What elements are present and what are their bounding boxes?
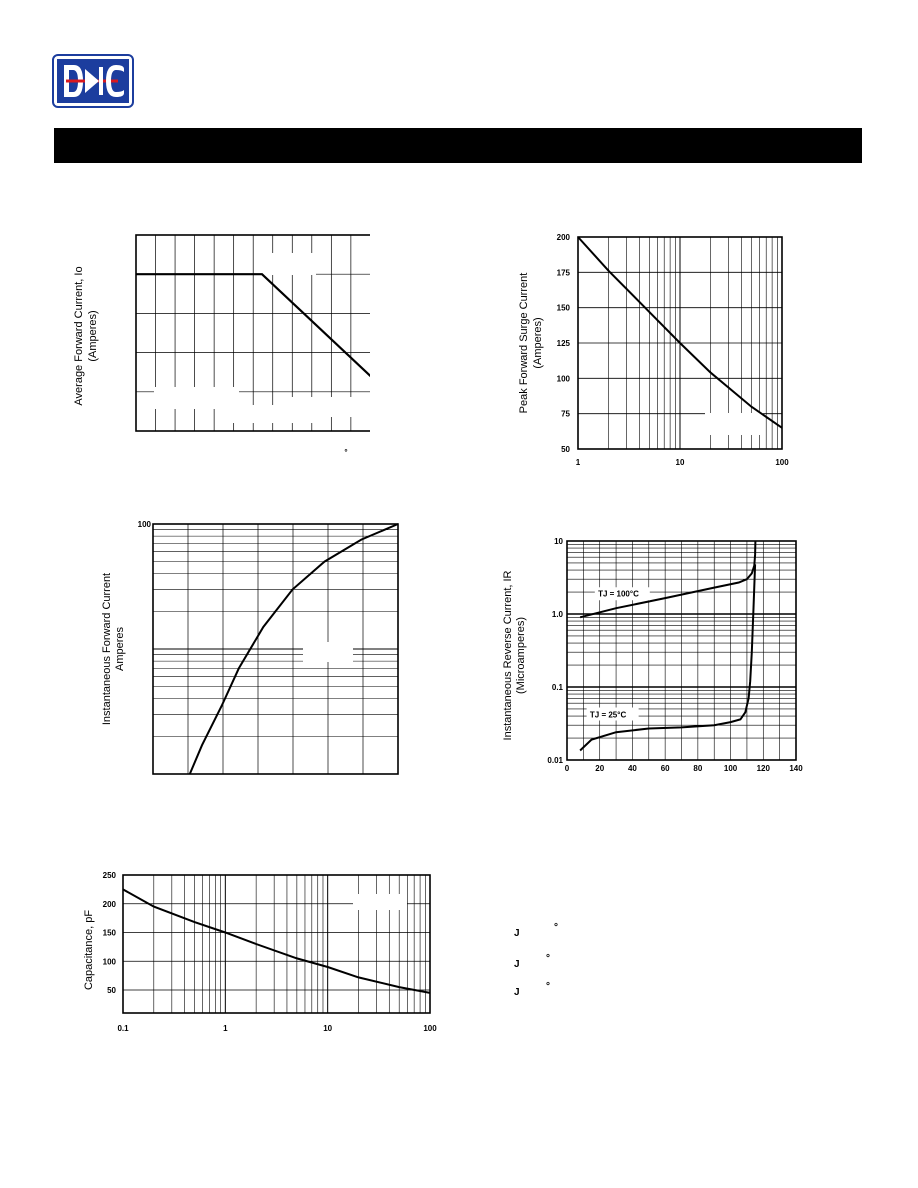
reverse-x-tick: 120 (756, 764, 770, 773)
note-2-degree: ° (546, 953, 550, 964)
reverse-x-tick: 60 (660, 764, 670, 773)
derating-y-axis-label-2: (Amperes) (87, 310, 99, 362)
derating-y-axis-label: Average Forward Current, Io (73, 266, 85, 406)
surge-y-tick: 200 (556, 233, 570, 242)
capacitance-y-axis-label: Capacitance, pF (83, 909, 95, 991)
capacitance-y-tick: 250 (102, 871, 116, 880)
reverse-current-chart (495, 530, 810, 775)
capacitance-chart (70, 865, 440, 1040)
note-2-symbol: J (514, 959, 520, 970)
capacitance-note-box (353, 894, 407, 910)
title-banner (54, 128, 862, 163)
surge-x-tick: 100 (775, 458, 789, 467)
forward-y-axis-label: Instantaneous Forward Current (101, 572, 113, 726)
reverse-x-tick: 0 (564, 764, 570, 773)
surge-y-tick: 75 (561, 409, 570, 419)
surge-y-tick: 175 (556, 268, 570, 278)
forward-y-axis-label-2: Amperes (114, 626, 126, 672)
surge-y-axis-label-2: (Amperes) (532, 317, 544, 369)
reverse-series-label-tj25: TJ = 25°C (589, 710, 627, 720)
forward-y-tick: 100 (137, 520, 151, 529)
note-1 (514, 922, 558, 939)
capacitance-y-tick: 50 (107, 986, 116, 995)
note-1-symbol: J (514, 928, 520, 939)
surge-x-tick: 1 (575, 458, 581, 467)
reverse-y-tick: 10 (554, 537, 563, 546)
capacitance-y-tick: 150 (102, 928, 116, 938)
reverse-y-tick: 1.0 (551, 610, 563, 619)
capacitance-x-tick: 10 (323, 1024, 333, 1033)
note-2 (514, 953, 550, 970)
reverse-x-tick: 80 (693, 764, 703, 773)
note-3-degree: ° (546, 981, 550, 992)
surge-y-tick: 125 (556, 339, 570, 348)
surge-y-tick: 150 (556, 303, 570, 313)
reverse-y-axis-label: Instantaneous Reverse Current, IR (502, 570, 514, 741)
derating-chart (70, 225, 370, 465)
note-3 (514, 981, 550, 998)
surge-x-tick: 10 (675, 458, 685, 467)
reverse-x-tick: 140 (789, 764, 803, 773)
surge-y-tick: 100 (556, 374, 570, 384)
capacitance-y-tick: 200 (102, 899, 116, 909)
capacitance-y-tick: 100 (102, 957, 116, 967)
capacitance-x-tick: 100 (423, 1024, 437, 1033)
reverse-y-tick: 0.01 (547, 756, 563, 765)
forward-note-box (303, 642, 353, 662)
derating-legend-box (256, 253, 316, 275)
note-1-degree: ° (554, 922, 558, 933)
reverse-x-tick: 20 (595, 764, 605, 773)
company-logo (52, 54, 134, 108)
reverse-series-label-tj100: TJ = 100°C (598, 589, 639, 599)
derating-x-fragment: ° (344, 448, 348, 457)
capacitance-x-tick: 0.1 (117, 1024, 129, 1033)
surge-note-box (705, 413, 763, 435)
surge-y-axis-label: Peak Forward Surge Current (518, 272, 530, 414)
surge-current-chart (505, 225, 800, 475)
derating-note-box-3 (286, 397, 366, 417)
capacitance-x-tick: 1 (223, 1024, 228, 1033)
reverse-x-tick: 100 (723, 764, 738, 773)
reverse-y-tick: 0.1 (551, 683, 563, 692)
note-3-symbol: J (514, 987, 520, 998)
reverse-x-tick: 40 (627, 764, 637, 773)
reverse-y-axis-label-2: (Microamperes) (515, 616, 527, 695)
surge-y-tick: 50 (561, 445, 570, 454)
forward-current-chart (90, 515, 410, 785)
